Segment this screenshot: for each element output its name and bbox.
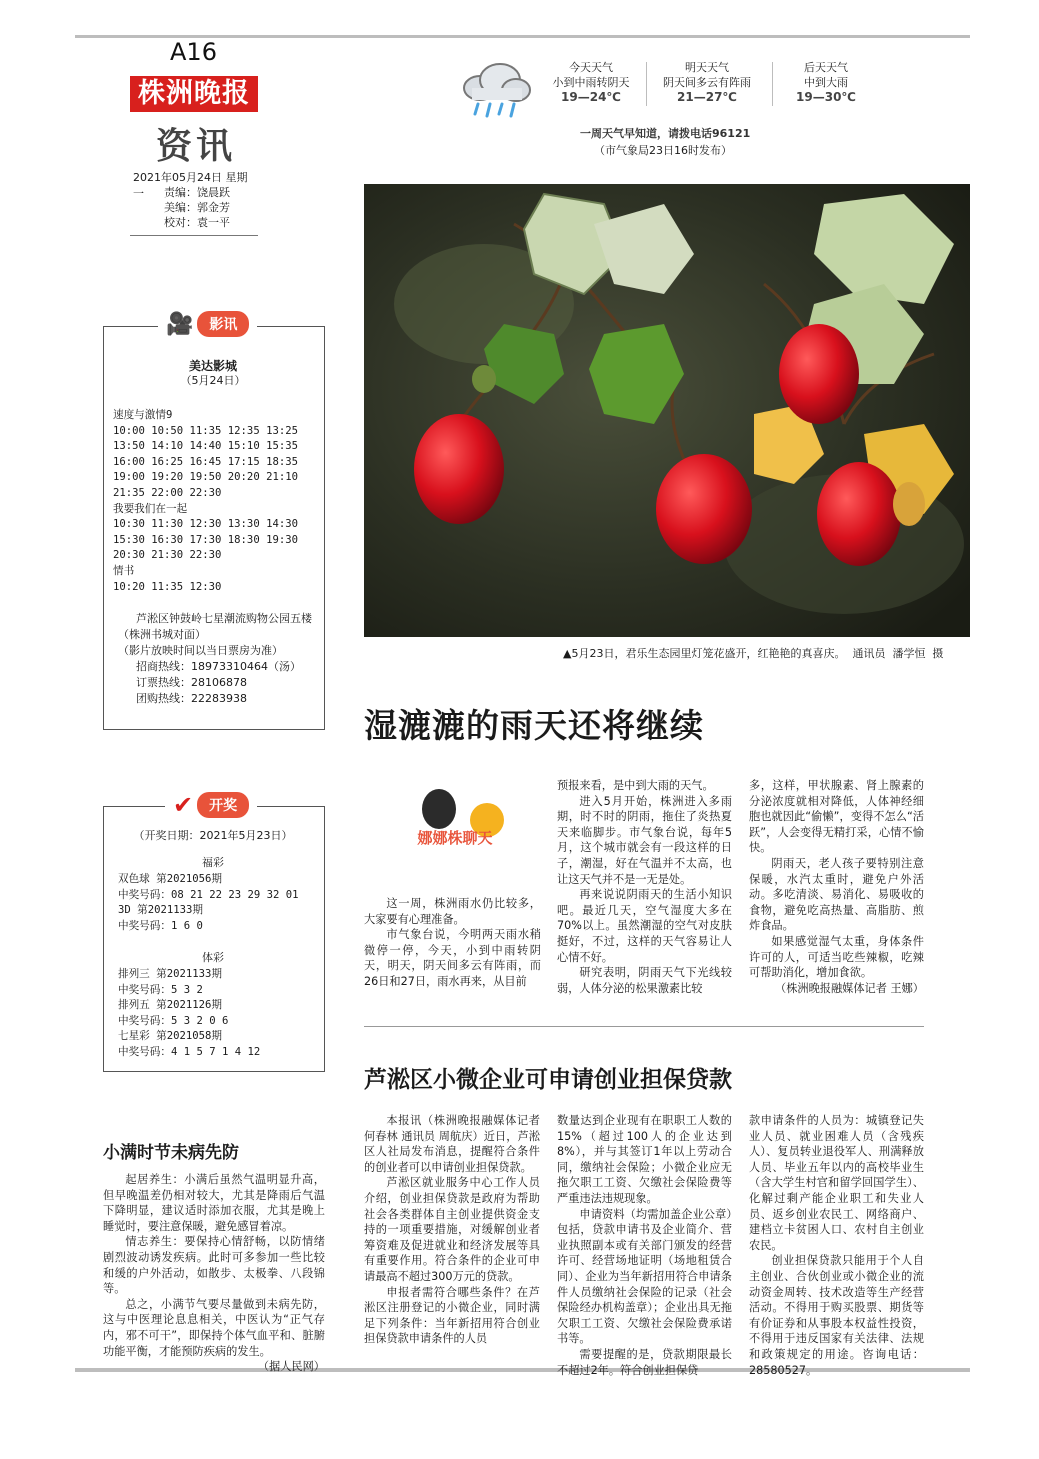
weather-temp: 19—24℃ bbox=[561, 90, 621, 104]
showtime-row: 21:35 22:00 22:30 bbox=[113, 486, 222, 499]
article-divider bbox=[364, 1026, 924, 1027]
lantern-flower-photo bbox=[364, 184, 970, 637]
checkmark-icon: ✔ bbox=[173, 791, 194, 819]
welfare-title: 福彩 bbox=[202, 856, 224, 869]
draw-line: 3D 第2021133期 bbox=[118, 904, 203, 917]
paragraph: 起居养生：小满后虽然气温明显升高，但早晚温差仍相对较大，尤其是降雨后气温下降明显，建议适时添加衣服，尤其是晚上睡觉时，要注意保暖，避免感冒着凉。 bbox=[103, 1173, 325, 1233]
weather-tomorrow bbox=[652, 60, 762, 105]
draw-line: 七星彩 第2021058期 bbox=[118, 1030, 222, 1043]
film-camera-icon: 🎥 bbox=[166, 311, 194, 337]
paragraph: 再来说说阴雨天的生活小知识吧。最近几天，空气湿度大多在70%以上。虽然潮湿的空气对皮肤挺好，不过，这样的天气容易让人心情不好。 bbox=[557, 888, 732, 964]
booking-hotline: 订票热线：28106878 bbox=[136, 676, 247, 689]
paragraph: 研究表明，阴雨天气下光线较弱，人体分泌的松果激素比较 bbox=[557, 966, 732, 995]
paragraph: 创业担保贷款只能用于个人自主创业、合伙创业或小微企业的流动资金周转、技术改造等生产经营活动。不得用于购买股票、期货等有价证券和从事股本权益性投资，不得用于违反国家有关法律、法规和政策规定的用途。咨询电话：28580527。 bbox=[749, 1254, 924, 1377]
showtimes-list bbox=[113, 408, 318, 595]
weather-day-after bbox=[776, 60, 876, 105]
rain-col-2 bbox=[557, 778, 732, 996]
lottery-tag: 开奖 bbox=[197, 792, 249, 818]
cinema-address: 芦淞区钟鼓岭七星潮流购物公园五楼（株洲书城对面） bbox=[118, 612, 312, 641]
loan-col-3 bbox=[749, 1113, 924, 1378]
paragraph: 市气象台说，今明两天雨水稍微停一停，今天，小到中雨转阴天，明天，阴天间多云有阵雨，而26日和27日，雨水再来，从目前 bbox=[364, 928, 541, 988]
editor-line: 责编：饶晨跃 bbox=[164, 186, 230, 199]
cinema-header bbox=[158, 311, 257, 337]
paragraph-continued: 预报来看，是中到大雨的天气。 bbox=[557, 779, 714, 792]
weather-desc: 中到大雨 bbox=[804, 76, 848, 89]
draw-line: 中奖号码：4 1 5 7 1 4 12 bbox=[118, 1045, 261, 1058]
showtime-row: 20:30 21:30 22:30 bbox=[113, 549, 222, 562]
showtime-row: 15:30 16:30 17:30 18:30 19:30 bbox=[113, 533, 298, 546]
paragraph-continued: 款申请条件的人员为：城镇登记失业人员、就业困难人员（含残疾人）、复员转业退役军人、刑满释放人员、毕业五年以内的高校毕业生（含大学生村官和留学回国学生）、化解过剩产能企业职工和失业人员、返乡创业农民工、网络商户、建档立卡贫困人口、农村自主创业农民。 bbox=[749, 1114, 924, 1252]
paragraph: 进入5月开始，株洲进入多雨期，时不时的阴雨，拖住了炎热夏天来临脚步。市气象台说，每年5月，这个城市就会有一段这样的日子，潮湿，好在气温并不太高，也让这天气并不是一无是处。 bbox=[557, 794, 732, 886]
section-title: 资讯 bbox=[156, 125, 237, 167]
draw-line: 中奖号码：5 3 2 bbox=[118, 983, 203, 996]
draw-line: 中奖号码：1 6 0 bbox=[118, 919, 203, 932]
movie-title: 情书 bbox=[113, 564, 135, 577]
loan-headline: 芦淞区小微企业可申请创业担保贷款 bbox=[364, 1067, 732, 1093]
issue-date: 2021年05月24日 星期一 bbox=[133, 171, 248, 200]
paragraph: 芦淞区就业服务中心工作人员介绍，创业担保贷款是政府为帮助社会各类群体自主创业提供资金支持的一项重要措施，对缓解创业者筹资难及促进就业和经济发展等具有重要作用。符合条件的企业可申请最高不超过300万元的贷款。 bbox=[364, 1176, 540, 1283]
showtime-row: 10:20 11:35 12:30 bbox=[113, 580, 222, 593]
cinema-note: （影片放映时间以当日票房为准） bbox=[118, 644, 283, 657]
paragraph: 总之，小满节气要尽量做到未病先防，这与中医理论息息相关，中医认为“正气存内，邪不可干”，即保持个体气血平和、脏腑功能平衡，才能预防疾病的发生。 bbox=[103, 1297, 325, 1358]
paper-logo: 株洲晚报 bbox=[130, 76, 258, 112]
column-logo bbox=[400, 783, 510, 863]
masthead-underline bbox=[130, 235, 258, 236]
rain-byline: （株洲晚报融媒体记者 王娜） bbox=[775, 981, 924, 995]
photo-caption: ▲5月23日，君乐生态园里灯笼花盛开，红艳艳的真喜庆。 通讯员 潘学恒 摄 bbox=[563, 647, 944, 660]
paragraph: 需要提醒的是，贷款期限最长不超过2年。符合创业担保贷 bbox=[557, 1347, 732, 1377]
proof-line: 校对：袁一平 bbox=[164, 216, 230, 229]
cinema-info bbox=[118, 611, 316, 707]
draw-line: 排列五 第2021126期 bbox=[118, 999, 222, 1012]
weather-divider bbox=[772, 62, 773, 106]
page-number: A16 bbox=[170, 38, 217, 66]
paragraph: 阴雨天，老人孩子要特别注意保暖，水汽太重时，避免户外活动。多吃清淡、易消化、易吸收的食物，避免吃高热量、高脂肪、煎炸食品。 bbox=[749, 856, 924, 933]
paragraph: 情志养生：要保持心情舒畅，以防情绪剧烈波动诱发疾病。此时可多参加一些比较和缓的户外活动，如散步、太极拳、八段锦等。 bbox=[103, 1235, 325, 1296]
draw-line: 中奖号码：5 3 2 0 6 bbox=[118, 1014, 229, 1027]
rain-col-3 bbox=[749, 778, 924, 996]
health-source: （据人民网） bbox=[257, 1360, 325, 1374]
movie-title: 速度与激情9 bbox=[113, 409, 173, 421]
loan-col-1 bbox=[364, 1113, 540, 1347]
lottery-header bbox=[165, 791, 257, 819]
weather-temp: 19—30℃ bbox=[796, 90, 856, 104]
weather-divider bbox=[646, 62, 647, 106]
weather-desc: 阴天间多云有阵雨 bbox=[663, 76, 751, 89]
cinema-date: （5月24日） bbox=[180, 374, 246, 387]
weather-hotline: 一周天气早知道，请拨电话96121 bbox=[580, 127, 751, 140]
biz-hotline: 招商热线：18973310464（汤） bbox=[136, 660, 301, 673]
movie-title: 我要我们在一起 bbox=[113, 502, 188, 515]
showtime-row: 13:50 14:10 14:40 15:10 15:35 bbox=[113, 440, 298, 453]
weather-temp: 21—27℃ bbox=[677, 90, 737, 104]
showtime-row: 19:00 19:20 19:50 20:20 21:10 bbox=[113, 471, 298, 484]
column-logo-text: 娜娜株聊天 bbox=[417, 829, 493, 847]
paragraph: 申请资料（均需加盖企业公章）包括，贷款申请书及企业简介、营业执照副本或有关部门颁发的经营许可、经营场地证明（场地租赁合同）、企业为当年新招用符合申请条件人员缴纳社会保险的记录（社会保险经办机构盖章）；企业出具无拖欠职工工资、欠缴社会保险费承诺书等。 bbox=[557, 1207, 732, 1346]
paragraph: 申报者需符合哪些条件？在芦淞区注册登记的小微企业，同时满足下列条件：当年新招用符合创业担保贷款申请条件的人员 bbox=[364, 1285, 540, 1346]
health-body bbox=[103, 1172, 325, 1375]
health-title: 小满时节未病先防 bbox=[103, 1143, 239, 1163]
lottery-date: （开奖日期：2021年5月23日） bbox=[133, 829, 293, 842]
showtime-row: 16:00 16:25 16:45 17:15 18:35 bbox=[113, 455, 298, 468]
weather-label: 后天天气 bbox=[804, 61, 848, 74]
columnist-avatar bbox=[422, 789, 456, 829]
paragraph: 本报讯（株洲晚报融媒体记者何春林 通讯员 周航庆）近日，芦淞区人社局发布消息，提醒符合条件的创业者可以申请创业担保贷款。 bbox=[364, 1114, 540, 1174]
weather-today bbox=[541, 60, 641, 105]
weather-desc: 小到中雨转阴天 bbox=[552, 76, 630, 89]
draw-line: 排列三 第2021133期 bbox=[118, 968, 222, 980]
weather-label: 明天天气 bbox=[685, 61, 729, 74]
loan-col-2 bbox=[557, 1113, 732, 1378]
draw-line: 中奖号码：08 21 22 23 29 32 01 bbox=[118, 888, 299, 901]
sports-results bbox=[118, 967, 318, 1061]
rain-headline: 湿漉漉的雨天还将继续 bbox=[364, 706, 704, 745]
paragraph: 这一周，株洲雨水仍比较多，大家要有心理准备。 bbox=[364, 897, 541, 926]
group-hotline: 团购热线：22283938 bbox=[136, 692, 247, 705]
draw-line: 双色球 第2021056期 bbox=[118, 873, 222, 885]
cinema-name: 美达影城 bbox=[188, 359, 237, 373]
welfare-results bbox=[118, 872, 318, 934]
showtime-row: 10:30 11:30 12:30 13:30 14:30 bbox=[113, 518, 298, 531]
art-editor-line: 美编：郭金芳 bbox=[164, 201, 230, 214]
paragraph: 如果感觉湿气太重，身体条件许可的人，可适当吃些辣椒，吃辣可帮助消化，增加食欲。 bbox=[749, 934, 924, 980]
showtime-row: 10:00 10:50 11:35 12:35 13:25 bbox=[113, 424, 298, 437]
weather-label: 今天天气 bbox=[569, 61, 613, 74]
cinema-tag: 影讯 bbox=[197, 311, 249, 337]
sports-title: 体彩 bbox=[202, 951, 224, 964]
cloud-rain-icon bbox=[458, 58, 536, 120]
weather-source: （市气象局23日16时发布） bbox=[594, 144, 732, 157]
rain-col-1 bbox=[364, 896, 541, 990]
paragraph-continued: 数量达到企业现有在职职工人数的15%（超过100人的企业达到8%），并与其签订1年以上劳动合同，缴纳社会保险；小微企业应无拖欠职工工资、欠缴社会保险费等严重违法违规现象。 bbox=[557, 1114, 732, 1205]
paragraph-continued: 多，这样，甲状腺素、肾上腺素的分泌浓度就相对降低，人体神经细胞也就因此“偷懒”，变得不怎么“活跃”，人会变得无精打采，心情不愉快。 bbox=[749, 779, 924, 855]
